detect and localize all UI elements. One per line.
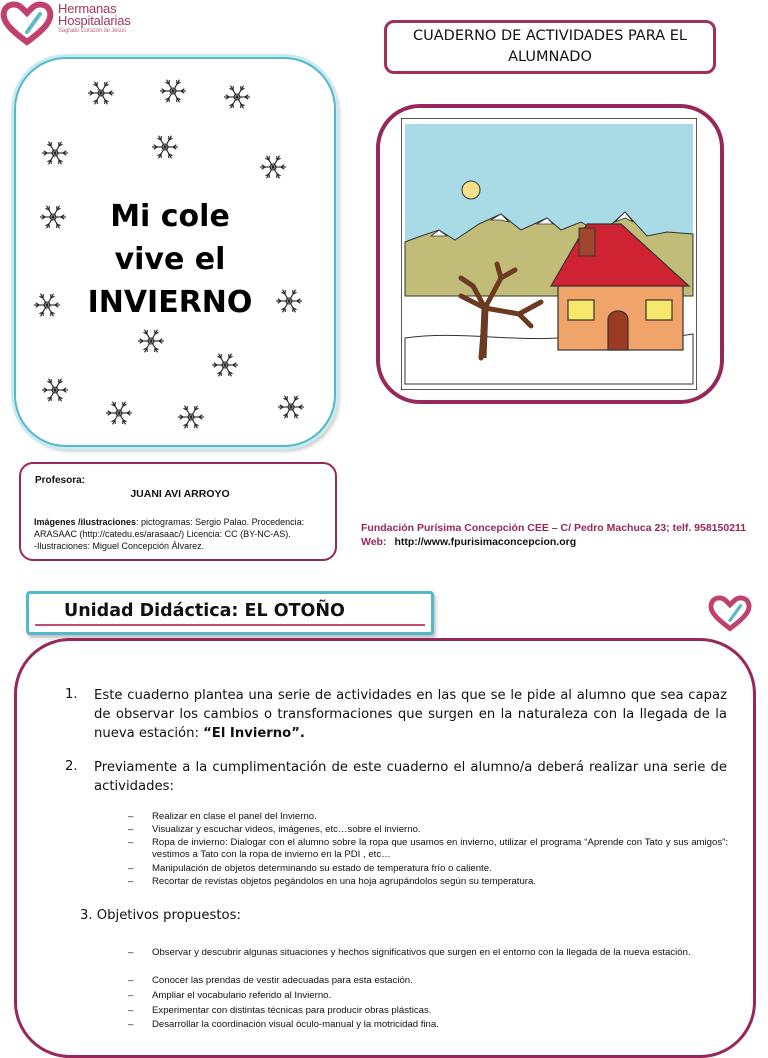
snowflake-icon [40,138,70,168]
snowflake-icon [136,326,166,356]
snowflake-icon [210,350,240,380]
bullet-dash: – [128,1019,133,1031]
bullet-dash: – [128,947,133,959]
winter-house-illustration [401,118,697,390]
objective-item: Conocer las prendas de vestir adecuadas para esta estación. [152,975,712,987]
activity-item: Realizar en clase el panel del Invierno. [152,811,728,823]
cover-title-line-1: Mi cole [50,195,290,238]
foundation-info [361,521,761,549]
objective-item: Desarrollar la coordinación visual óculo-manual y la motricidad fina. [152,1019,712,1031]
activity-item: Ropa de invierno: Dialogar con el alumno sobre la ropa que usamos en invierno, utilizar el programa “Aprende con Tato y sus amigos”: vestimos a Tato con la ropa de invierno en la PDI , etc… [152,837,728,862]
image-credits [34,516,332,552]
snowflake-icon [276,392,306,422]
objective-item: Experimentar con distintas técnicas para producir obras plásticas. [152,1005,712,1017]
web-label: Web: [361,536,386,548]
bullet-dash: – [128,1005,133,1017]
activity-item: Recortar de revistas objetos pegándolos en una hoja agrupándolos según su temperatura. [152,876,728,888]
logo-line-1: Hermanas [58,3,131,15]
teacher-name: JUANI AVI ARROYO [21,489,339,500]
cover-title [50,195,290,324]
snowflake-icon [274,286,304,316]
objective-item: Ampliar el vocabulario referido al Invierno. [152,990,712,1002]
snowflake-icon [40,375,70,405]
item-2-text: Previamente a la cumplimentación de este cuaderno el alumno/a deberá realizar una serie de actividades: [94,758,727,796]
cover-title-line-2: vive el [50,238,290,281]
item-2-number: 2. [65,759,78,774]
activity-item: Manipulación de objetos determinando su estado de temperatura frío o caliente. [152,863,728,875]
snowflake-icon [104,398,134,428]
snowflake-icon [258,152,288,182]
item-1-emphasis: “El Invierno”. [203,726,305,741]
bullet-dash: – [128,975,133,987]
unit-title: Unidad Didáctica: EL OTOÑO [64,601,345,621]
snowflake-icon [86,78,116,108]
teacher-info-box [19,462,337,561]
web-link[interactable]: http://www.fpurisimaconcepcion.org [394,536,576,548]
heart-icon [708,592,752,634]
credits-text: : pictogramas: Sergio Palao. Procedencia: ARASAAC (http://catedu.es/arasaac/) Licencia: CC (BY-NC-AS). [34,517,304,539]
foundation-address: Fundación Purísima Concepción CEE – C/ Pedro Machuca 23; telf. 958150211 [361,521,761,535]
snowflake-icon [150,132,180,162]
snowflake-icon [176,402,206,432]
notebook-title: CUADERNO DE ACTIVIDADES PARA EL ALUMNADO [397,26,703,68]
heart-logo-icon [0,0,54,46]
logo-line-2: Hospitalarias [58,15,131,27]
teacher-label: Profesora: [35,475,85,486]
item-1-text [94,686,727,743]
objectives-heading: 3. Objetivos propuestos: [80,906,241,925]
activity-item: Visualizar y escuchar videos, imágenes, etc…sobre el invierno. [152,824,728,836]
logo-line-3: Sagrado Corazón de Jesús [58,27,131,35]
bullet-dash: – [128,811,133,823]
snowflake-icon [38,202,68,232]
notebook-title-box [384,20,716,74]
bullet-dash: – [128,990,133,1002]
item-1-number: 1. [65,687,78,702]
objective-item: Observar y descubrir algunas situaciones y hechos significativos que surgen en el entorno con la llegada de la nueva estación. [152,947,712,959]
credits-label: Imágenes /ilustraciones [34,517,136,527]
credits-illustrations: -Ilustraciones: Miguel Concepción Álvarez. [34,541,204,551]
cover-title-line-3: INVIERNO [50,281,290,324]
bullet-dash: – [128,876,133,888]
logo-text [58,3,131,35]
bullet-dash: – [128,837,133,849]
bullet-dash: – [128,863,133,875]
snowflake-icon [222,82,252,112]
item-1-body: Este cuaderno plantea una serie de actividades en las que se le pide al alumno que sea capaz de observar los cambios o transformaciones que surgen en la naturaleza con la llegada de la nueva estación: [94,688,727,741]
snowflake-icon [158,76,188,106]
snowflake-icon [32,290,62,320]
bullet-dash: – [128,824,133,836]
